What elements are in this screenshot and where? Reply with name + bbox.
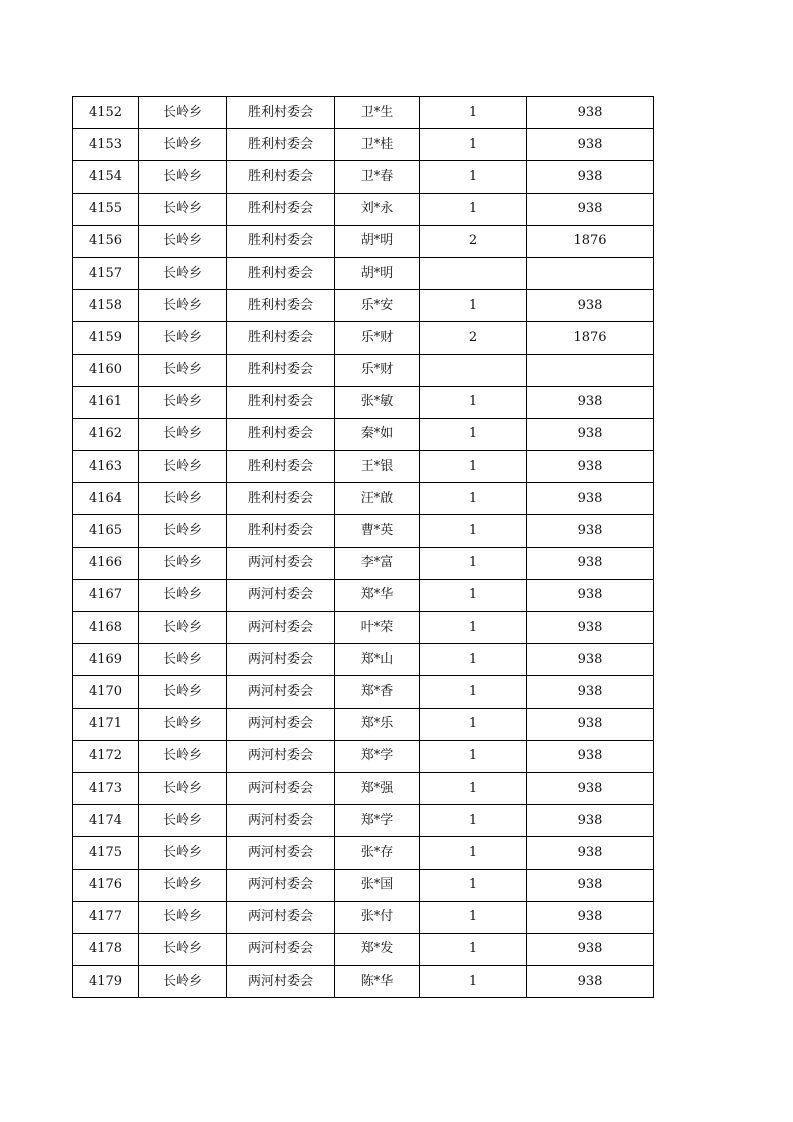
village-committee-cell: 两河村委会 — [227, 933, 335, 965]
row-number-cell: 4160 — [73, 354, 139, 386]
amount-cell: 938 — [527, 644, 654, 676]
township-cell: 长岭乡 — [139, 225, 227, 257]
name-cell: 郑*学 — [335, 805, 420, 837]
row-number-cell: 4166 — [73, 547, 139, 579]
village-committee-cell: 胜利村委会 — [227, 451, 335, 483]
table-row — [73, 772, 654, 804]
name-cell: 胡*明 — [335, 257, 420, 289]
amount-cell: 938 — [527, 129, 654, 161]
township-cell: 长岭乡 — [139, 740, 227, 772]
row-number-cell: 4155 — [73, 193, 139, 225]
row-number-cell: 4176 — [73, 869, 139, 901]
name-cell: 刘*永 — [335, 193, 420, 225]
count-cell: 1 — [420, 290, 527, 322]
table-row — [73, 451, 654, 483]
count-cell: 1 — [420, 515, 527, 547]
table-row — [73, 708, 654, 740]
count-cell: 1 — [420, 612, 527, 644]
count-cell: 2 — [420, 225, 527, 257]
row-number-cell: 4173 — [73, 772, 139, 804]
village-committee-cell: 两河村委会 — [227, 901, 335, 933]
name-cell: 乐*财 — [335, 354, 420, 386]
village-committee-cell: 两河村委会 — [227, 966, 335, 998]
amount-cell: 938 — [527, 708, 654, 740]
township-cell: 长岭乡 — [139, 290, 227, 322]
count-cell: 1 — [420, 740, 527, 772]
row-number-cell: 4174 — [73, 805, 139, 837]
count-cell: 2 — [420, 322, 527, 354]
village-committee-cell: 两河村委会 — [227, 772, 335, 804]
row-number-cell: 4168 — [73, 612, 139, 644]
table-row — [73, 515, 654, 547]
township-cell: 长岭乡 — [139, 579, 227, 611]
village-committee-cell: 胜利村委会 — [227, 515, 335, 547]
township-cell: 长岭乡 — [139, 515, 227, 547]
count-cell: 1 — [420, 161, 527, 193]
township-cell: 长岭乡 — [139, 644, 227, 676]
name-cell: 郑*山 — [335, 644, 420, 676]
township-cell: 长岭乡 — [139, 386, 227, 418]
township-cell: 长岭乡 — [139, 901, 227, 933]
table-row — [73, 322, 654, 354]
row-number-cell: 4167 — [73, 579, 139, 611]
name-cell: 乐*安 — [335, 290, 420, 322]
name-cell: 张*国 — [335, 869, 420, 901]
table-row — [73, 483, 654, 515]
row-number-cell: 4153 — [73, 129, 139, 161]
table-row — [73, 612, 654, 644]
table-row — [73, 129, 654, 161]
table-row — [73, 805, 654, 837]
township-cell: 长岭乡 — [139, 676, 227, 708]
name-cell: 曹*英 — [335, 515, 420, 547]
table-row — [73, 290, 654, 322]
amount-cell: 938 — [527, 290, 654, 322]
row-number-cell: 4154 — [73, 161, 139, 193]
amount-cell: 938 — [527, 612, 654, 644]
township-cell: 长岭乡 — [139, 805, 227, 837]
count-cell: 1 — [420, 97, 527, 129]
count-cell: 1 — [420, 418, 527, 450]
township-cell: 长岭乡 — [139, 772, 227, 804]
amount-cell: 938 — [527, 451, 654, 483]
count-cell: 1 — [420, 869, 527, 901]
village-committee-cell: 胜利村委会 — [227, 161, 335, 193]
amount-cell: 938 — [527, 837, 654, 869]
count-cell: 1 — [420, 451, 527, 483]
row-number-cell: 4161 — [73, 386, 139, 418]
table-row — [73, 257, 654, 289]
township-cell: 长岭乡 — [139, 354, 227, 386]
table-row — [73, 644, 654, 676]
amount-cell: 938 — [527, 418, 654, 450]
row-number-cell: 4177 — [73, 901, 139, 933]
amount-cell: 938 — [527, 676, 654, 708]
village-committee-cell: 胜利村委会 — [227, 483, 335, 515]
township-cell: 长岭乡 — [139, 837, 227, 869]
table-row — [73, 837, 654, 869]
name-cell: 张*付 — [335, 901, 420, 933]
count-cell: 1 — [420, 579, 527, 611]
table-row — [73, 966, 654, 998]
row-number-cell: 4178 — [73, 933, 139, 965]
township-cell: 长岭乡 — [139, 451, 227, 483]
count-cell: 1 — [420, 193, 527, 225]
village-committee-cell: 胜利村委会 — [227, 97, 335, 129]
township-cell: 长岭乡 — [139, 547, 227, 579]
count-cell: 1 — [420, 483, 527, 515]
count-cell — [420, 257, 527, 289]
table-row — [73, 901, 654, 933]
count-cell: 1 — [420, 129, 527, 161]
table-row — [73, 354, 654, 386]
village-committee-cell: 胜利村委会 — [227, 290, 335, 322]
count-cell: 1 — [420, 901, 527, 933]
name-cell: 陈*华 — [335, 966, 420, 998]
count-cell — [420, 354, 527, 386]
row-number-cell: 4156 — [73, 225, 139, 257]
row-number-cell: 4179 — [73, 966, 139, 998]
name-cell: 乐*财 — [335, 322, 420, 354]
table-row — [73, 740, 654, 772]
table-row — [73, 869, 654, 901]
table-row — [73, 933, 654, 965]
village-committee-cell: 两河村委会 — [227, 579, 335, 611]
amount-cell: 938 — [527, 161, 654, 193]
village-committee-cell: 胜利村委会 — [227, 322, 335, 354]
table-row — [73, 547, 654, 579]
township-cell: 长岭乡 — [139, 933, 227, 965]
count-cell: 1 — [420, 676, 527, 708]
village-committee-cell: 胜利村委会 — [227, 257, 335, 289]
village-committee-cell: 胜利村委会 — [227, 129, 335, 161]
village-committee-cell: 两河村委会 — [227, 676, 335, 708]
count-cell: 1 — [420, 805, 527, 837]
row-number-cell: 4163 — [73, 451, 139, 483]
amount-cell: 938 — [527, 579, 654, 611]
row-number-cell: 4171 — [73, 708, 139, 740]
township-cell: 长岭乡 — [139, 966, 227, 998]
village-committee-cell: 两河村委会 — [227, 837, 335, 869]
township-cell: 长岭乡 — [139, 483, 227, 515]
township-cell: 长岭乡 — [139, 418, 227, 450]
amount-cell — [527, 257, 654, 289]
village-committee-cell: 胜利村委会 — [227, 193, 335, 225]
row-number-cell: 4170 — [73, 676, 139, 708]
name-cell: 汪*啟 — [335, 483, 420, 515]
table-row — [73, 97, 654, 129]
row-number-cell: 4169 — [73, 644, 139, 676]
amount-cell: 938 — [527, 515, 654, 547]
row-number-cell: 4152 — [73, 97, 139, 129]
township-cell: 长岭乡 — [139, 322, 227, 354]
row-number-cell: 4158 — [73, 290, 139, 322]
table-row — [73, 579, 654, 611]
township-cell: 长岭乡 — [139, 708, 227, 740]
name-cell: 秦*如 — [335, 418, 420, 450]
name-cell: 郑*乐 — [335, 708, 420, 740]
count-cell: 1 — [420, 386, 527, 418]
amount-cell: 938 — [527, 547, 654, 579]
township-cell: 长岭乡 — [139, 869, 227, 901]
amount-cell: 938 — [527, 740, 654, 772]
township-cell: 长岭乡 — [139, 193, 227, 225]
name-cell: 郑*发 — [335, 933, 420, 965]
name-cell: 卫*生 — [335, 97, 420, 129]
name-cell: 郑*华 — [335, 579, 420, 611]
row-number-cell: 4165 — [73, 515, 139, 547]
row-number-cell: 4172 — [73, 740, 139, 772]
village-committee-cell: 两河村委会 — [227, 869, 335, 901]
name-cell: 卫*桂 — [335, 129, 420, 161]
table-row — [73, 225, 654, 257]
name-cell: 郑*香 — [335, 676, 420, 708]
amount-cell: 938 — [527, 386, 654, 418]
name-cell: 叶*荣 — [335, 612, 420, 644]
count-cell: 1 — [420, 708, 527, 740]
table-row — [73, 676, 654, 708]
amount-cell: 1876 — [527, 322, 654, 354]
amount-cell: 1876 — [527, 225, 654, 257]
records-table — [72, 96, 654, 998]
village-committee-cell: 胜利村委会 — [227, 354, 335, 386]
amount-cell — [527, 354, 654, 386]
amount-cell: 938 — [527, 483, 654, 515]
amount-cell: 938 — [527, 901, 654, 933]
village-committee-cell: 两河村委会 — [227, 547, 335, 579]
table-row — [73, 418, 654, 450]
name-cell: 卫*春 — [335, 161, 420, 193]
row-number-cell: 4162 — [73, 418, 139, 450]
table-row — [73, 193, 654, 225]
table-row — [73, 161, 654, 193]
village-committee-cell: 胜利村委会 — [227, 225, 335, 257]
amount-cell: 938 — [527, 805, 654, 837]
township-cell: 长岭乡 — [139, 257, 227, 289]
name-cell: 王*银 — [335, 451, 420, 483]
count-cell: 1 — [420, 644, 527, 676]
village-committee-cell: 两河村委会 — [227, 740, 335, 772]
records-table-body — [73, 97, 654, 998]
row-number-cell: 4175 — [73, 837, 139, 869]
table-row — [73, 386, 654, 418]
township-cell: 长岭乡 — [139, 97, 227, 129]
name-cell: 郑*学 — [335, 740, 420, 772]
count-cell: 1 — [420, 772, 527, 804]
amount-cell: 938 — [527, 97, 654, 129]
village-committee-cell: 两河村委会 — [227, 805, 335, 837]
township-cell: 长岭乡 — [139, 161, 227, 193]
count-cell: 1 — [420, 933, 527, 965]
township-cell: 长岭乡 — [139, 129, 227, 161]
township-cell: 长岭乡 — [139, 612, 227, 644]
row-number-cell: 4157 — [73, 257, 139, 289]
village-committee-cell: 两河村委会 — [227, 708, 335, 740]
amount-cell: 938 — [527, 933, 654, 965]
amount-cell: 938 — [527, 193, 654, 225]
name-cell: 李*富 — [335, 547, 420, 579]
count-cell: 1 — [420, 966, 527, 998]
count-cell: 1 — [420, 837, 527, 869]
amount-cell: 938 — [527, 772, 654, 804]
name-cell: 胡*明 — [335, 225, 420, 257]
amount-cell: 938 — [527, 869, 654, 901]
village-committee-cell: 胜利村委会 — [227, 418, 335, 450]
row-number-cell: 4164 — [73, 483, 139, 515]
village-committee-cell: 两河村委会 — [227, 612, 335, 644]
name-cell: 张*存 — [335, 837, 420, 869]
count-cell: 1 — [420, 547, 527, 579]
amount-cell: 938 — [527, 966, 654, 998]
row-number-cell: 4159 — [73, 322, 139, 354]
village-committee-cell: 胜利村委会 — [227, 386, 335, 418]
name-cell: 张*敏 — [335, 386, 420, 418]
village-committee-cell: 两河村委会 — [227, 644, 335, 676]
name-cell: 郑*强 — [335, 772, 420, 804]
